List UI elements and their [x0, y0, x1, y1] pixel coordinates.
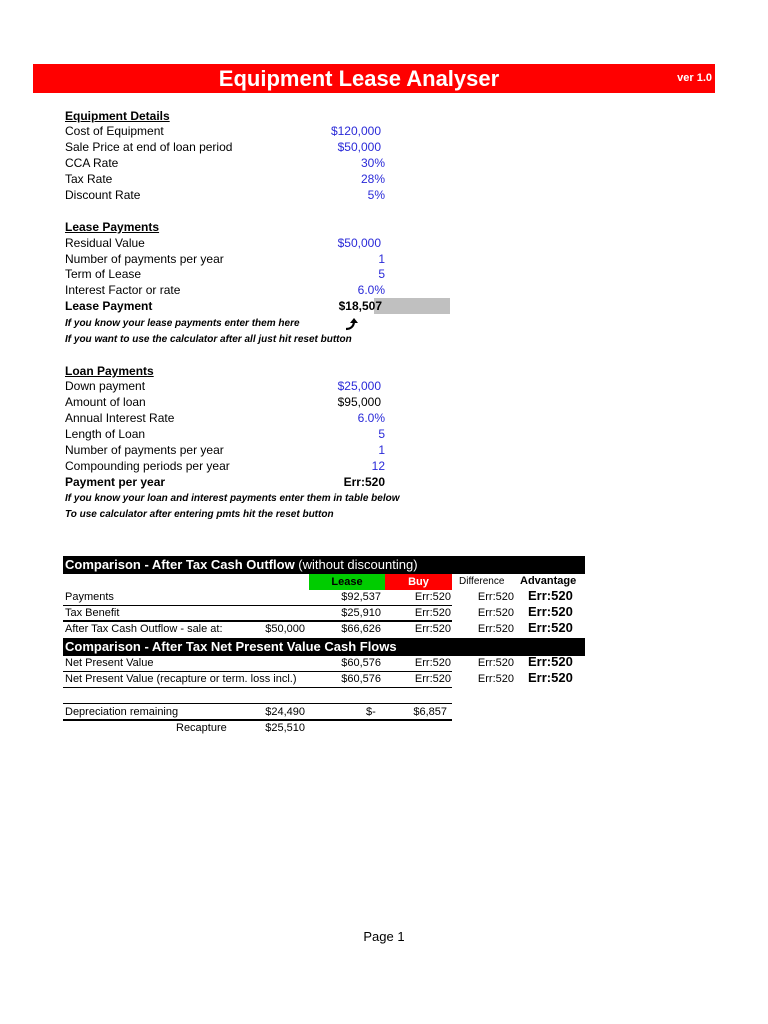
loan-note-1: If you know your loan and interest payments enter them in table below: [65, 493, 400, 504]
discount-rate-input[interactable]: 5%: [367, 188, 385, 202]
loan-heading: Loan Payments: [65, 364, 154, 378]
page-number: Page 1: [363, 929, 405, 944]
lease-term-input[interactable]: 5: [378, 267, 385, 281]
advantage-value: Err:520: [528, 620, 573, 635]
cca-rate-input[interactable]: 30%: [360, 156, 385, 170]
down-payment-input[interactable]: $25,000: [337, 379, 381, 393]
lease-row-term: Term of Lease 5: [65, 267, 385, 281]
recapture-value: $25,510: [265, 722, 305, 734]
diff-value: Err:520: [477, 607, 514, 619]
diff-value: Err:520: [477, 673, 514, 685]
comparison-cash-outflow-header: Comparison - After Tax Cash Outflow (without discounting): [63, 556, 585, 574]
advantage-value: Err:520: [528, 654, 573, 669]
lease-heading: Lease Payments: [65, 220, 160, 234]
equipment-row-tax: Tax Rate 28%: [65, 172, 385, 186]
col-buy: Buy: [385, 574, 452, 590]
equipment-row-cca: CCA Rate 30%: [65, 156, 385, 170]
sale-value: $50,000: [265, 623, 305, 635]
diff-value: Err:520: [477, 657, 514, 669]
row-label: Net Present Value (recapture or term. loss incl.): [65, 673, 297, 685]
row-label: After Tax Cash Outflow - sale at:: [65, 623, 223, 635]
buy-value: Err:520: [414, 607, 451, 619]
row-label: Tax Benefit: [65, 607, 120, 619]
sale-price-input[interactable]: $50,000: [337, 140, 381, 154]
residual-value-input[interactable]: $50,000: [337, 236, 381, 250]
advantage-value: Err:520: [528, 588, 573, 603]
equipment-row-sale-price: Sale Price at end of loan period $50,000: [65, 140, 381, 154]
loan-row-length: Length of Loan 5: [65, 427, 385, 441]
advantage-value: Err:520: [528, 670, 573, 685]
title-banner: [33, 64, 715, 93]
loan-row-down-payment: Down payment $25,000: [65, 379, 381, 393]
comparison-npv-header: Comparison - After Tax Net Present Value Cash Flows: [63, 638, 585, 656]
curved-arrow-icon: [343, 317, 361, 333]
loan-length-input[interactable]: 5: [378, 427, 385, 441]
loan-row-payments-per-year: Number of payments per year 1: [65, 443, 385, 457]
lease-value: $60,576: [341, 673, 381, 685]
buy-value: Err:520: [414, 673, 451, 685]
lease-value: $92,537: [341, 591, 381, 603]
buy-value: Err:520: [414, 591, 451, 603]
loan-row-interest: Annual Interest Rate 6.0%: [65, 411, 385, 425]
lease-value: $60,576: [341, 657, 381, 669]
lease-payment-row: Lease Payment $18,507: [65, 298, 387, 314]
lease-note-1: If you know your lease payments enter them here: [65, 318, 300, 329]
loan-payments-per-year-input[interactable]: 1: [378, 443, 385, 457]
annual-interest-input[interactable]: 6.0%: [357, 411, 385, 425]
col-advantage: Advantage: [520, 575, 577, 587]
col-lease: Lease: [309, 574, 385, 590]
row-label: Net Present Value: [65, 657, 154, 669]
lease-row-residual: Residual Value $50,000: [65, 236, 381, 250]
depreciation-value-3: $6,857: [413, 706, 447, 718]
diff-value: Err:520: [477, 591, 514, 603]
equipment-row-discount: Discount Rate 5%: [65, 188, 385, 202]
loan-payment-row: Payment per year Err:520: [65, 475, 385, 489]
interest-factor-input[interactable]: 6.0%: [357, 283, 385, 297]
advantage-value: Err:520: [528, 604, 573, 619]
compounding-input[interactable]: 12: [371, 459, 385, 473]
lease-value: $66,626: [341, 623, 381, 635]
lease-value: $25,910: [341, 607, 381, 619]
row-label: Payments: [65, 591, 114, 603]
equipment-heading: Equipment Details: [65, 109, 170, 123]
depreciation-label: Depreciation remaining: [65, 706, 179, 718]
loan-payment-value: Err:520: [343, 475, 385, 489]
lease-payment-highlight: [374, 298, 450, 314]
loan-row-amount: Amount of loan $95,000: [65, 395, 381, 409]
lease-note-2: If you want to use the calculator after all just hit reset button: [65, 334, 352, 345]
page-title: Equipment Lease Analyser: [218, 66, 500, 91]
cost-input[interactable]: $120,000: [330, 124, 381, 138]
lease-payment-value[interactable]: $18,507: [338, 299, 382, 313]
depreciation-value-2: $-: [366, 706, 376, 718]
col-difference: Difference: [459, 576, 505, 587]
tax-rate-input[interactable]: 28%: [360, 172, 385, 186]
loan-amount-value: $95,000: [337, 395, 381, 409]
recapture-label: Recapture: [176, 722, 227, 734]
equipment-row-cost: Cost of Equipment $120,000: [65, 124, 381, 138]
loan-row-compounding: Compounding periods per year 12: [65, 459, 385, 473]
version-label: ver 1.0: [677, 72, 712, 84]
buy-value: Err:520: [414, 623, 451, 635]
diff-value: Err:520: [477, 623, 514, 635]
lease-row-payments-per-year: Number of payments per year 1: [65, 252, 385, 266]
buy-value: Err:520: [414, 657, 451, 669]
lease-payments-per-year-input[interactable]: 1: [378, 252, 385, 266]
loan-note-2: To use calculator after entering pmts hit the reset button: [65, 509, 334, 520]
lease-row-interest: Interest Factor or rate 6.0%: [65, 283, 385, 297]
depreciation-value-1: $24,490: [265, 706, 305, 718]
